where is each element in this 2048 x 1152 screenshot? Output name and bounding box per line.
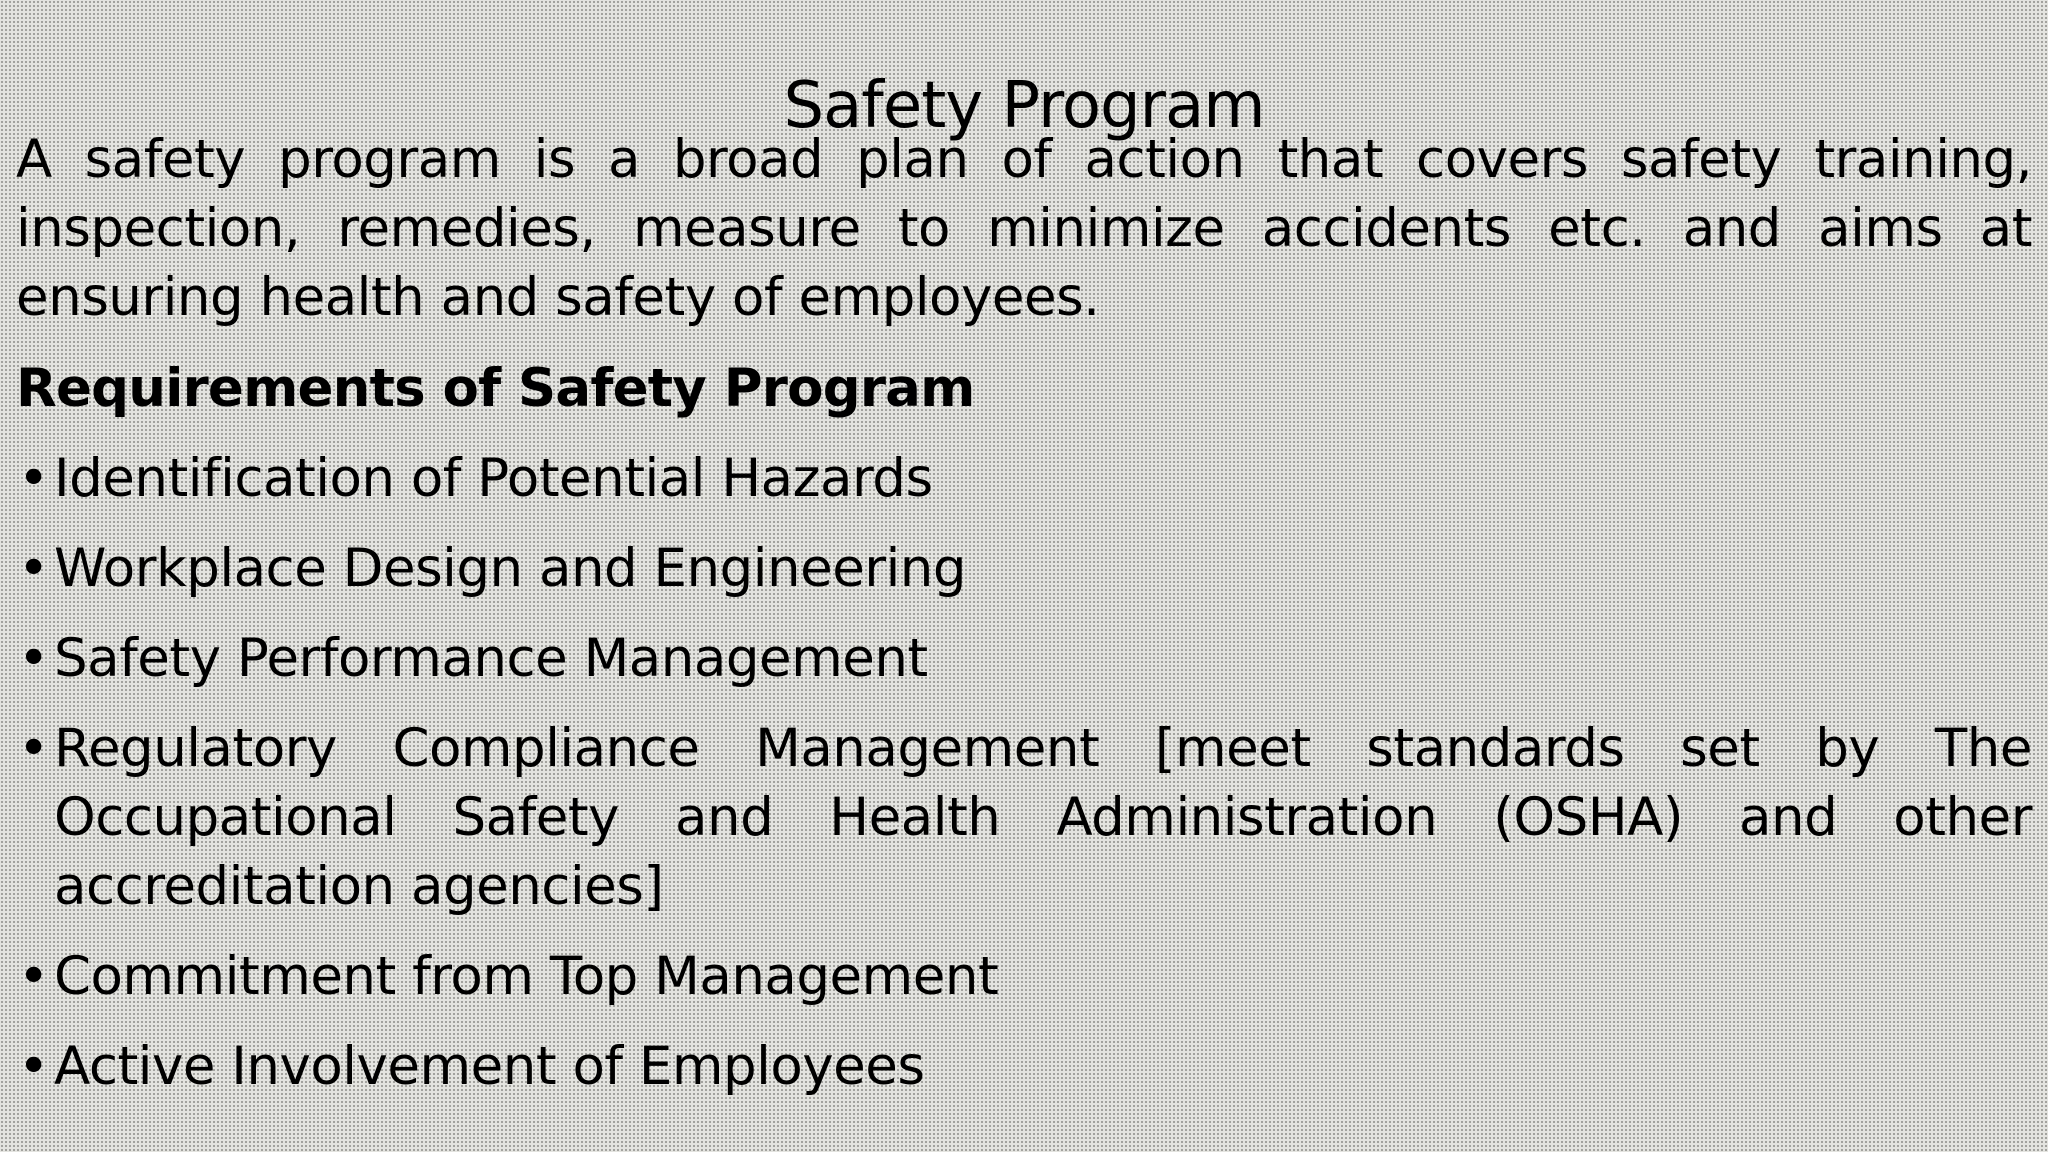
- bullet-icon: •: [18, 538, 49, 599]
- bullet-icon: •: [18, 946, 49, 1007]
- list-item-text: Safety Performance Management: [54, 628, 928, 689]
- bullet-icon: •: [18, 448, 49, 509]
- requirements-heading: Requirements of Safety Program: [16, 358, 975, 419]
- slide-title: Safety Program: [783, 68, 1265, 143]
- intro-paragraph: A safety program is a broad plan of action that covers safety training, inspection, remedies, measure to minimize accidents etc. and aims at ensuring health and safety of employees.: [16, 129, 2032, 328]
- list-item: [16, 942, 2032, 1011]
- list-item: [16, 1032, 2032, 1101]
- list-item-text: Commitment from Top Management: [54, 946, 999, 1007]
- list-item: [16, 444, 2032, 513]
- list-item: [16, 714, 2032, 921]
- bullet-icon: •: [18, 1036, 49, 1097]
- list-item-text: Identification of Potential Hazards: [54, 448, 933, 509]
- list-item-text: Workplace Design and Engineering: [54, 538, 967, 599]
- list-item: [16, 534, 2032, 603]
- bullet-icon: •: [18, 628, 49, 689]
- list-item-text: Regulatory Compliance Management [meet standards set by The Occupational Safety and Health Administration (OSHA) and other accreditation agencies]: [54, 718, 2032, 917]
- bullet-icon: •: [18, 718, 49, 779]
- list-item-text: Active Involvement of Employees: [54, 1036, 925, 1097]
- list-item: [16, 624, 2032, 693]
- requirements-list: [16, 444, 2032, 1101]
